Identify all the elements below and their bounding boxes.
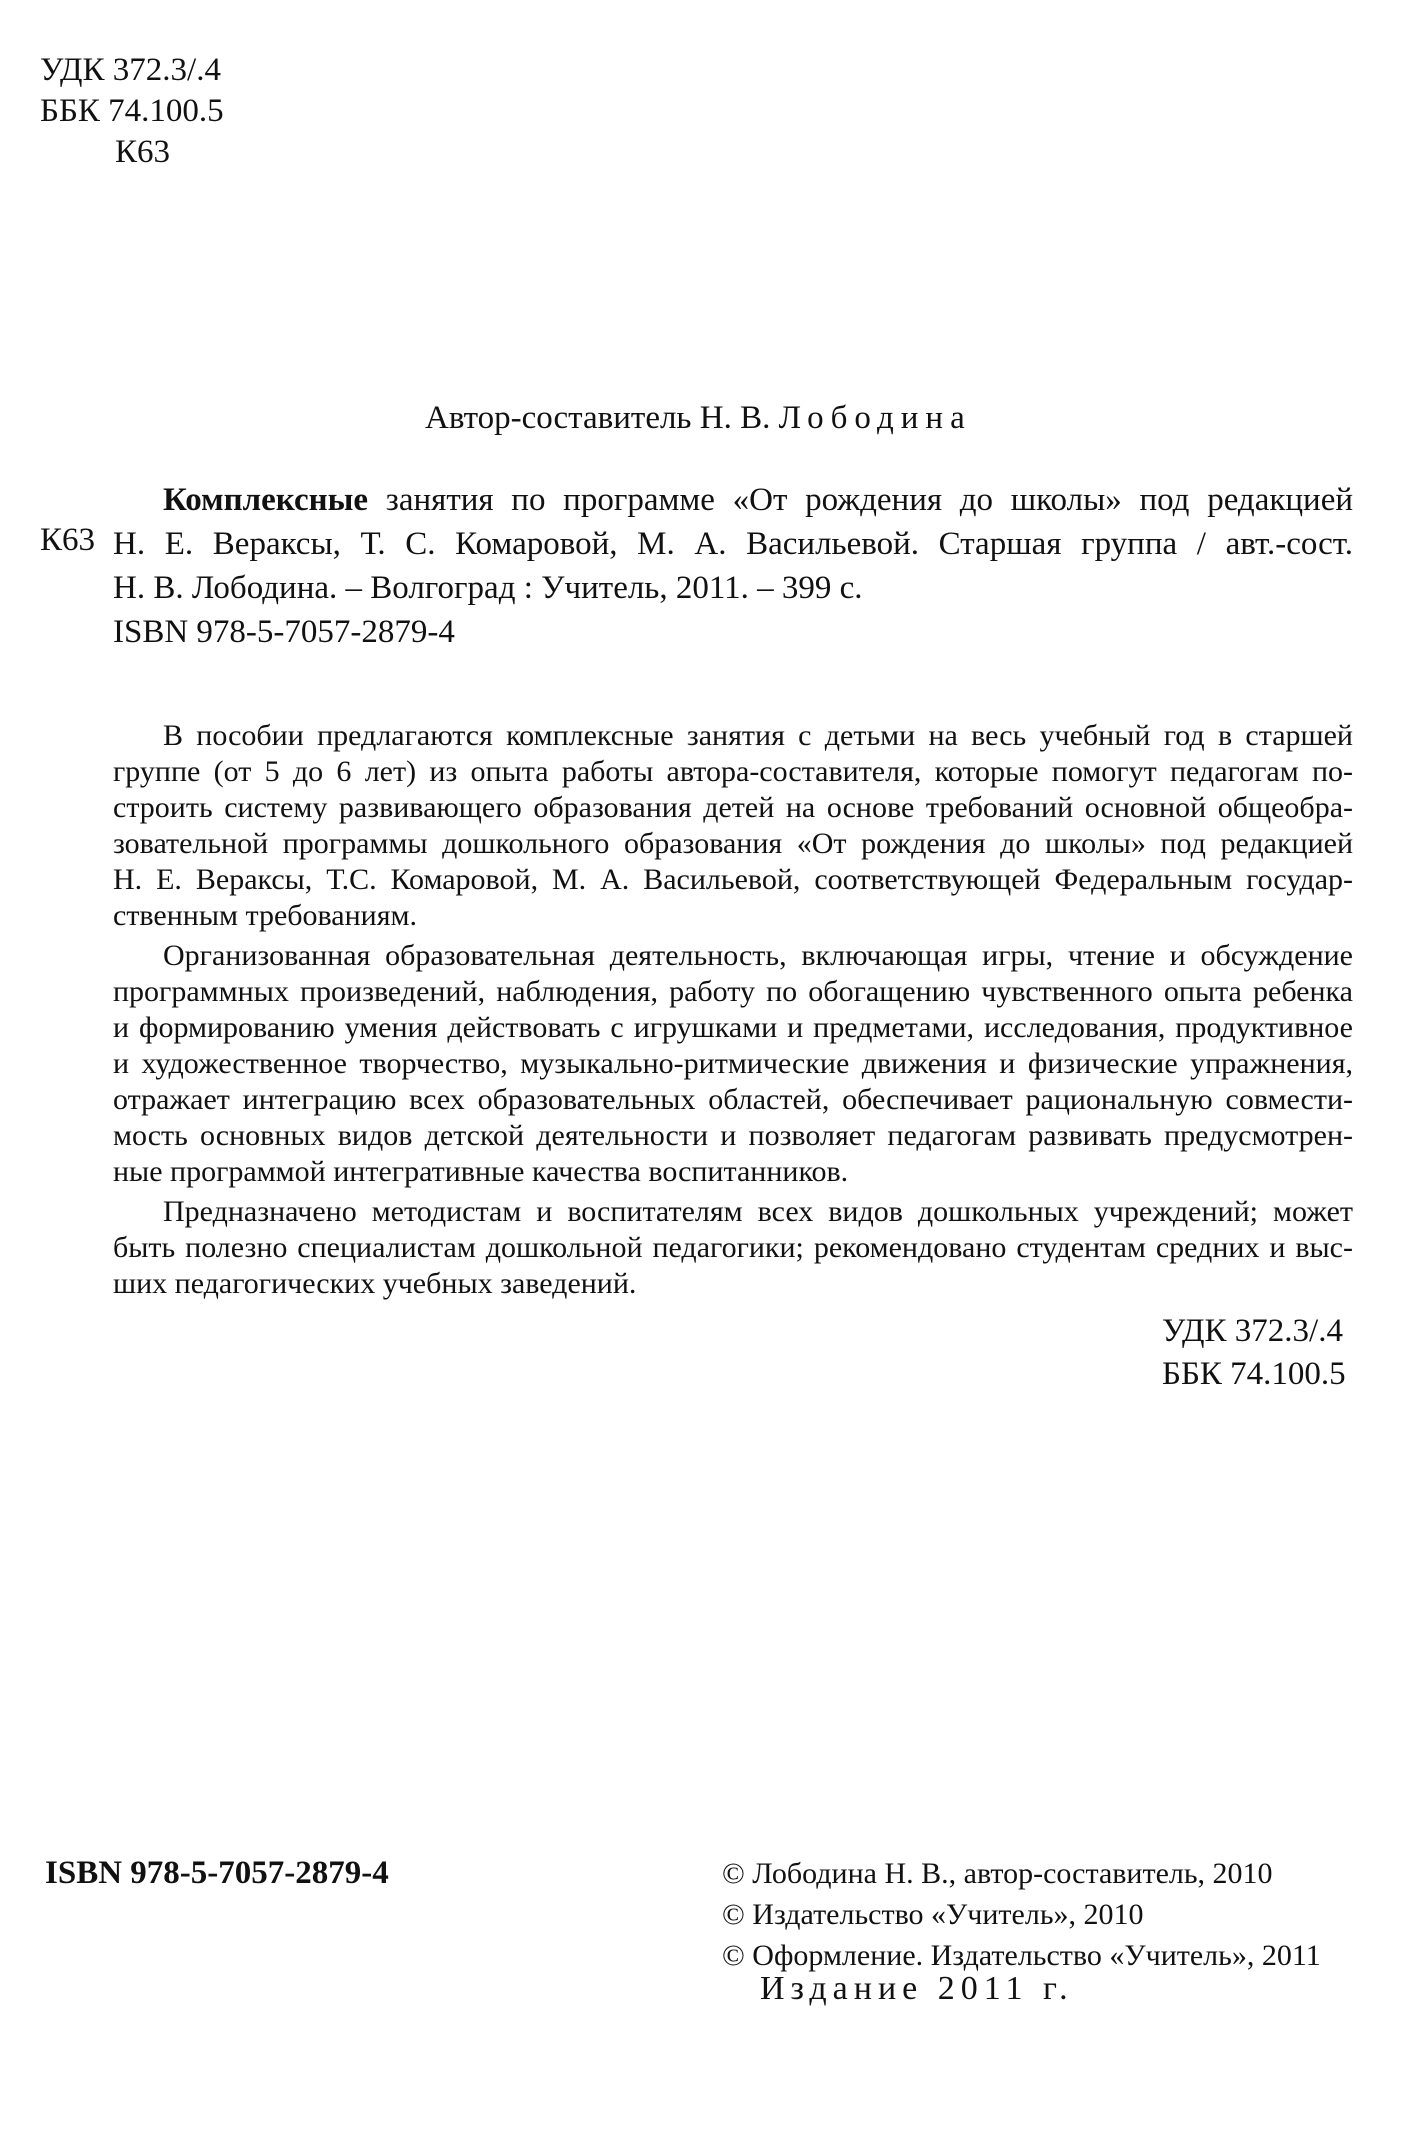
annotation-line: программных произведений, наблюдения, работу по обогащению чувственного опыта ребенка — [113, 975, 1353, 1008]
annotation-line: быть полезно специалистам дошкольной педагогики; рекомендовано студентам средних и выс- — [113, 1231, 1353, 1264]
annotation-line: группе (от 5 до 6 лет) из опыта работы автора-составителя, которые помогут педагогам по- — [113, 755, 1353, 788]
annotation-line: В пособии предлагаются комплексные занятия с детьми на весь учебный год в старшей — [163, 719, 1353, 752]
annotation-line: Н. Е. Вераксы, Т.С. Комаровой, М. А. Васильевой, соответствующей Федеральным государ- — [113, 863, 1353, 896]
author-prefix: Автор-составитель Н. В. — [425, 400, 779, 436]
bbk-code: ББК 74.100.5 — [40, 93, 224, 129]
annotation-line: зовательной программы дошкольного образования «От рождения до школы» под редакцией — [113, 827, 1353, 860]
annotation-line: и художественное творчество, музыкально-ритмические движения и физические упражнения, — [113, 1047, 1353, 1080]
udk-code: УДК 372.3/.4 — [1162, 1313, 1343, 1349]
author-surname: Лободина — [778, 400, 972, 436]
annotation-line: Организованная образовательная деятельность, включающая игры, чтение и обсуждение — [163, 939, 1353, 972]
bottom-classification-codes — [1162, 1310, 1346, 1396]
reference-line-3: Н. В. Лободина. – Волгоград : Учитель, 2011. – 399 с. — [113, 570, 863, 606]
reference-line-2: Н. Е. Вераксы, Т. С. Комаровой, М. А. Васильевой. Старшая группа / авт.-сост. — [113, 526, 1353, 562]
annotation-line: мость основных видов детской деятельности и позволяет педагогам развивать предусмотрен- — [113, 1119, 1353, 1152]
annotation-line: ших педагогических учебных заведений. — [113, 1267, 637, 1300]
copyright-block — [722, 1853, 1321, 1976]
annotation-line: ные программой интегративные качества воспитанников. — [113, 1155, 849, 1188]
annotation-line: строить систему развивающего образования детей на основе требований основной общеобра- — [113, 791, 1353, 824]
annotation-line: ственным требованиям. — [113, 899, 418, 932]
copyright-line: © Лободина Н. В., автор-составитель, 2010 — [722, 1857, 1273, 1890]
udk-code: УДК 372.3/.4 — [40, 52, 221, 88]
edition-line: Издание 2011 г. — [760, 1970, 1074, 2007]
bbk-code: ББК 74.100.5 — [1162, 1356, 1346, 1392]
reference-author-mark: К63 — [40, 522, 96, 558]
reference-title: Комплексные — [163, 482, 369, 518]
reference-isbn: ISBN 978-5-7057-2879-4 — [113, 614, 455, 650]
author-line — [425, 400, 972, 437]
copyright-line: © Издательство «Учитель», 2010 — [722, 1898, 1144, 1931]
top-classification-codes — [40, 50, 224, 173]
copyright-line: © Оформление. Издательство «Учитель», 2011 — [722, 1939, 1321, 1972]
annotation-line: Предназначено методистам и воспитателям всех видов дошкольных учреждений; может — [163, 1195, 1353, 1228]
annotation-line: отражает интеграцию всех образовательных областей, обеспечивает рациональную совмести- — [113, 1083, 1353, 1116]
annotation — [113, 718, 1353, 1302]
bibliographic-reference — [113, 478, 1353, 654]
author-mark: К63 — [115, 134, 171, 170]
reference-line-1: Комплексные занятия по программе «От рождения до школы» под редакцией — [163, 482, 1353, 518]
isbn: ISBN 978-5-7057-2879-4 — [45, 1855, 389, 1891]
annotation-line: и формированию умения действовать с игрушками и предметами, исследования, продуктивное — [113, 1011, 1353, 1044]
